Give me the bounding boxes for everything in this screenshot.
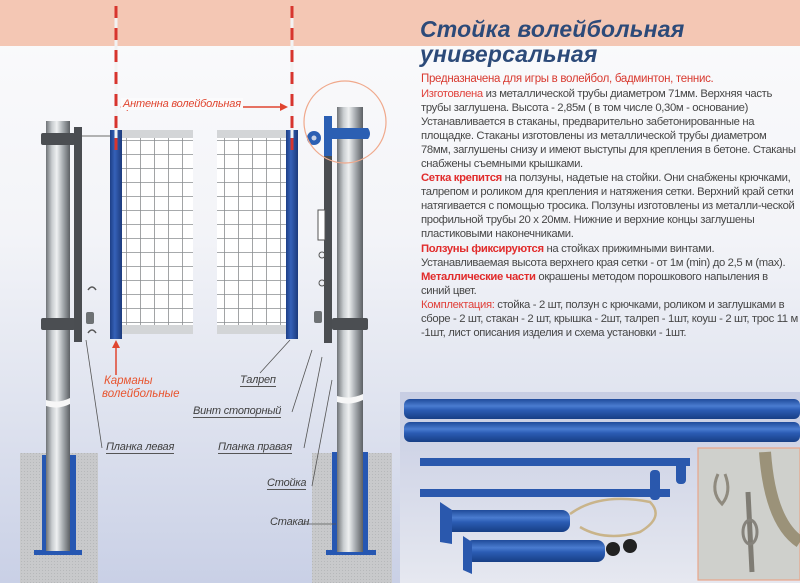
paragraph-paint: Металлические части окрашены методом порошкового напыления в синий цвет. [421, 270, 768, 297]
label-left-bar: Планка левая [106, 441, 175, 453]
label-sleeve: Стакан [270, 516, 310, 528]
product-photo [400, 392, 800, 583]
page-title: Стойка волейбольная универсальная [420, 16, 685, 67]
paragraph-net: Сетка крепится на ползуны, надетые на стойки. Они снабжены крючками, талрепом и роликом для крепления и натяжения сетки. Верхний край сетки натягивается с помощью тросика. Ползуны изготовлены из металли-ческой профильной трубы 20 х 20мм. Нижние и верхние концы заглушены пластиковыми наконечниками. [421, 172, 795, 241]
label-turnbuckle: Талреп [240, 374, 276, 386]
paragraph-kit: Комплектация: стойка - 2 шт, ползун с крючками, роликом и заглушками в сборе - 2 шт, стакан - 2 шт, крышка - 2шт, талреп - 1шт, коуш - 2 шт, трос 11 м -1шт, лист описания изделия и схема установки - 1шт. [421, 298, 798, 339]
label-right-bar: Планка правая [218, 441, 292, 453]
label-antenna: Антенна волейбольная [123, 98, 241, 110]
paragraph-material: Изготовлена из металлической трубы диаметром 71мм. Верхняя часть трубы заглушена. Высота - 2,85м ( в том числе 0,30м - основание) Устанавливается в стаканы, предварительно забетонированные на площадке. Стаканы изготовлены из металлической трубы диаметром 78мм, заглушены снизу и имеют выступы для крепления в бетоне. Стаканы снабжены съемными крышками. [421, 88, 796, 171]
description [421, 87, 798, 340]
label-pockets: Карманы волейбольные [102, 375, 180, 400]
paragraph-sliders: Ползуны фиксируются на стойках прижимными винтами. Устанавливаемая высота верхнего края сетки - от 1м (min) до 2,5 м (max). [421, 242, 786, 269]
label-post: Стойка [267, 477, 307, 489]
label-lock-screw: Винт стопорный [193, 405, 282, 417]
subtitle: Предназначена для игры в волейбол, бадминтон, теннис. [421, 73, 714, 85]
